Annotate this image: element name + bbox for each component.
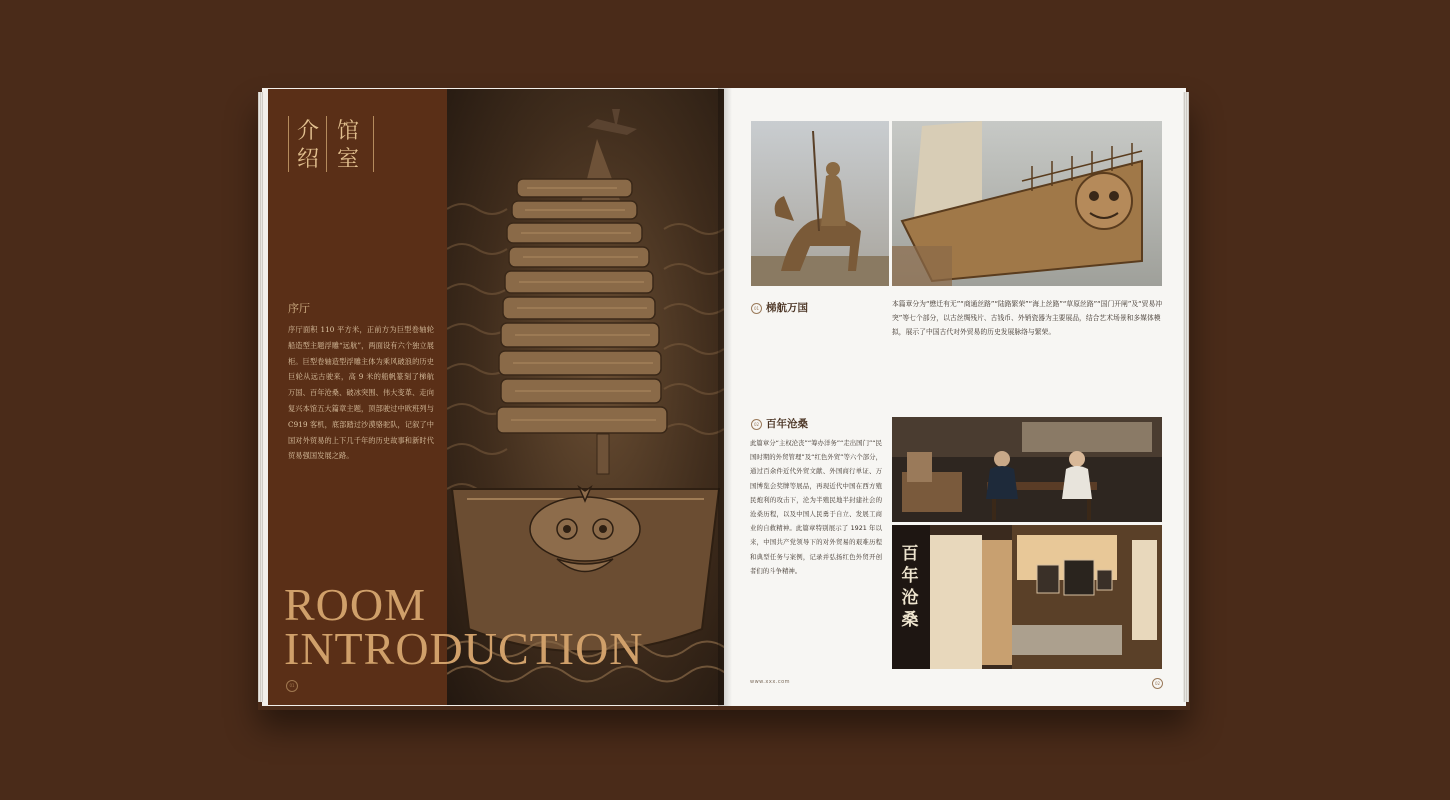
section2-title: 百年沧桑	[766, 418, 808, 430]
title-divider	[326, 116, 327, 172]
title-char: 介	[296, 119, 319, 144]
title-char: 绍	[296, 147, 319, 172]
ancient-ship-model-photo	[892, 121, 1162, 286]
title-column-left	[295, 118, 321, 174]
title-char: 馆	[336, 119, 359, 144]
left-page-edge	[258, 92, 263, 702]
page-number-right: 02	[1152, 678, 1163, 689]
exhibition-hall-photo	[892, 525, 1162, 669]
section2-text: 此篇章分“主权沦丧”“筹办洋务”“走出国门”“民国时期的外贸管理”及“红色外贸”等六个部分，通过百余件近代外贸文献、外国商行单证、万国博览会奖牌等展品，再现近代中国在西方殖民炮利的攻击下，沦为半殖民地半封建社会的沧桑历程，以及中国人民勇于自立、发展工商业的自救精神。此篇章特别展示了 1921 年以来，中国共产党领导下的对外贸易的艰难历程和典型任务与案例，记录并弘扬红色外贸开创者们的斗争精神。	[750, 439, 882, 575]
hall-title: 序厅	[288, 302, 310, 315]
section1-title: 梯航万国	[766, 302, 808, 314]
footer-url: www.xxx.com	[750, 679, 791, 685]
page-number-left: 01	[286, 680, 298, 692]
title-column-right	[335, 118, 361, 174]
horse-rider-statue-photo	[751, 121, 889, 286]
book-gutter-shadow	[718, 88, 732, 706]
section1-text: 本篇章分为“懋迁有无”“商通丝路”“陆路繁荣”“海上丝路”“草原丝路”“国门开闸”及“贸易冲突”等七个部分，以古丝绸残片、古钱币、外销瓷器为主要展品，结合艺术场景和多媒体模拟，展示了中国古代对外贸易的历史发展脉络与繁荣。	[892, 300, 1163, 337]
wall-sign-text: 百年沧桑	[901, 544, 919, 630]
relief-sculpture-photo	[447, 89, 724, 705]
title-char: 室	[336, 147, 359, 172]
section2-number: 02	[751, 419, 762, 430]
hall-description: 序厅面积 110 平方米，正前方为巨型卷轴轮船造型主题浮雕“远航”，两面设有六个独立展柜。巨型卷轴造型浮雕主体为乘风破浪的历史巨轮从远古驶来，高 9 米的船帆篆刻了梯航万国、百年沧桑、破冰突围、伟大变革、走向复兴本馆五大篇章主题，顶部驶过中欧班列与 C919 客机，底部踏过沙漠骆驼队，记叙了中国对外贸易的上下几千年的历史故事和新时代贸易强国发展之路。	[288, 325, 435, 461]
section1-number: 01	[751, 303, 762, 314]
right-page-edge	[1183, 92, 1189, 702]
vertical-title-frame	[288, 116, 374, 172]
big-title-introduction: INTRODUCTION	[284, 623, 644, 674]
big-title-room: ROOM	[284, 579, 427, 630]
museum-figures-scene-photo	[892, 417, 1162, 522]
